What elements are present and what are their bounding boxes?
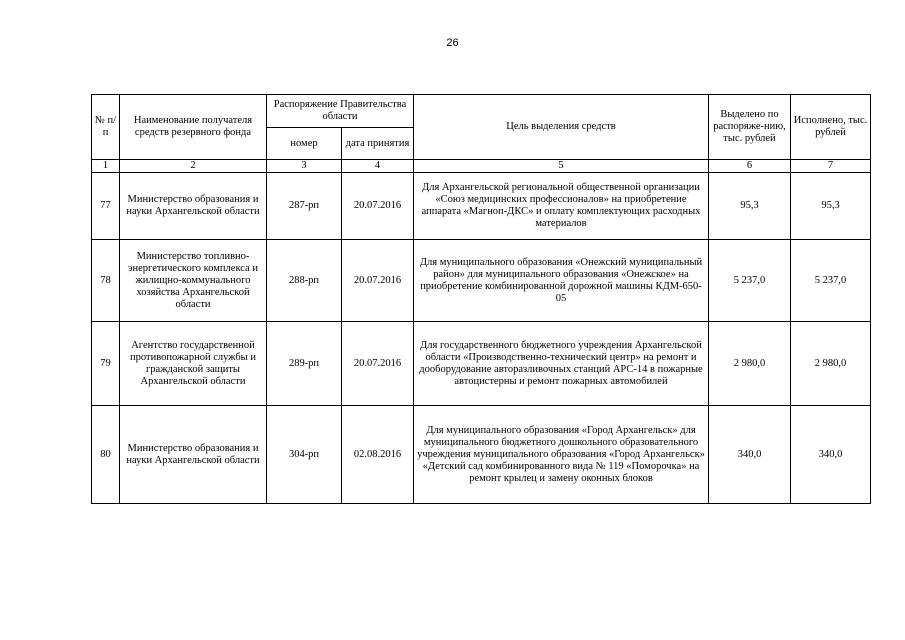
table-row	[92, 406, 871, 504]
row-num: 79	[92, 322, 120, 406]
row-purpose: Для Архангельской региональной общественной организации «Союз медицинских профессионалов» на приобретение аппарата «Магноп-ДКС» и оплату комплектующих расходных материалов	[414, 173, 709, 240]
column-number-row	[92, 160, 871, 173]
row-num: 78	[92, 240, 120, 322]
row-num: 77	[92, 173, 120, 240]
row-allocated: 5 237,0	[709, 240, 791, 322]
page-number: 26	[446, 37, 459, 49]
row-order-date: 20.07.2016	[342, 173, 414, 240]
row-order-number: 304-рп	[267, 406, 342, 504]
header-purpose: Цель выделения средств	[414, 95, 709, 160]
header-row	[92, 95, 871, 128]
row-purpose: Для муниципального образования «Онежский муниципальный район» для муниципального образования «Онежское» на приобретение комбинированной дорожной машины КДМ-650-05	[414, 240, 709, 322]
row-recipient: Министерство образования и науки Архангельской области	[120, 406, 267, 504]
table-row	[92, 322, 871, 406]
row-num: 80	[92, 406, 120, 504]
column-number: 2	[120, 160, 267, 173]
header-recipient: Наименование получателя средств резервного фонда	[120, 95, 267, 160]
row-order-date: 20.07.2016	[342, 322, 414, 406]
column-number: 1	[92, 160, 120, 173]
column-number: 3	[267, 160, 342, 173]
header-order-group: Распоряжение Правительства области	[267, 95, 414, 128]
row-executed: 95,3	[791, 173, 871, 240]
row-executed: 5 237,0	[791, 240, 871, 322]
row-purpose: Для муниципального образования «Город Архангельск» для муниципального бюджетного дошкольного образовательного учреждения муниципального образования «Город Архангельск» «Детский сад комбинированного вида № 119 «Поморочка» на ремонт крылец и замену оконных блоков	[414, 406, 709, 504]
table-row	[92, 240, 871, 322]
row-recipient: Министерство топливно-энергетического комплекса и жилищно-коммунального хозяйства Архангельской области	[120, 240, 267, 322]
row-executed: 2 980,0	[791, 322, 871, 406]
row-order-date: 02.08.2016	[342, 406, 414, 504]
header-num: № п/п	[92, 95, 120, 160]
row-order-number: 288-рп	[267, 240, 342, 322]
column-number: 7	[791, 160, 871, 173]
row-executed: 340,0	[791, 406, 871, 504]
row-order-date: 20.07.2016	[342, 240, 414, 322]
column-number: 4	[342, 160, 414, 173]
header-order-number: номер	[267, 128, 342, 160]
header-executed: Исполнено, тыс. рублей	[791, 95, 871, 160]
row-allocated: 340,0	[709, 406, 791, 504]
table-row	[92, 173, 871, 240]
header-order-date: дата принятия	[342, 128, 414, 160]
row-purpose: Для государственного бюджетного учреждения Архангельской области «Производственно-технический центр» на ремонт и дооборудование авторазливочных станций АРС-14 в пожарные автоцистерны и ремонт пожарных автомобилей	[414, 322, 709, 406]
row-order-number: 287-рп	[267, 173, 342, 240]
header-allocated: Выделено по распоряже-нию, тыс. рублей	[709, 95, 791, 160]
row-allocated: 95,3	[709, 173, 791, 240]
column-number: 5	[414, 160, 709, 173]
reserve-fund-table	[91, 94, 871, 504]
column-number: 6	[709, 160, 791, 173]
row-recipient: Агентство государственной противопожарной службы и гражданской защиты Архангельской области	[120, 322, 267, 406]
row-order-number: 289-рп	[267, 322, 342, 406]
row-recipient: Министерство образования и науки Архангельской области	[120, 173, 267, 240]
row-allocated: 2 980,0	[709, 322, 791, 406]
